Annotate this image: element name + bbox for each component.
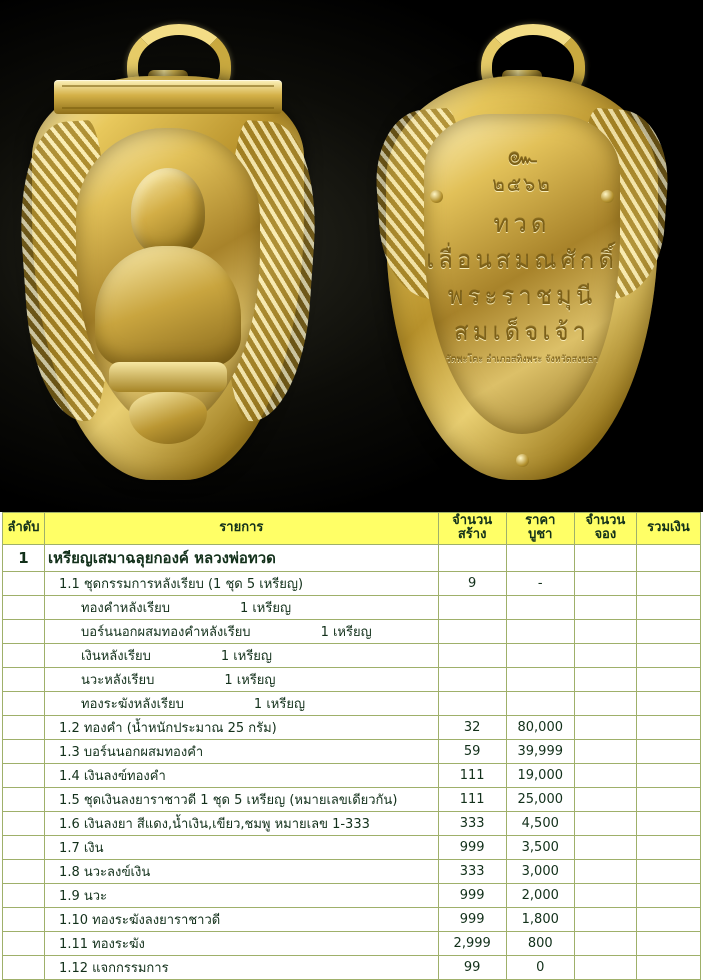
- cell-item: 1.9 นวะ: [45, 883, 439, 907]
- cell-made: 99: [438, 955, 506, 979]
- cell-no: [3, 835, 45, 859]
- cell-price: 80,000: [506, 715, 574, 739]
- cell-item: [45, 619, 439, 643]
- cell-made: [438, 595, 506, 619]
- cell-price: [506, 643, 574, 667]
- header-book-line2: จอง: [594, 527, 617, 543]
- cell-book: [574, 811, 636, 835]
- header-price-line1: ราคา: [525, 513, 556, 528]
- cell-item: 1.10 ทองระฆังลงยาราชาวดี: [45, 907, 439, 931]
- cell-price: -: [506, 571, 574, 595]
- monk-body: [95, 246, 241, 368]
- cell-made: 9: [438, 571, 506, 595]
- cell-made: 59: [438, 739, 506, 763]
- table-row: [3, 811, 701, 835]
- cell-made: 111: [438, 763, 506, 787]
- cell-no: [3, 907, 45, 931]
- cell-item: 1.4 เงินลงฃ์ทองคำ: [45, 763, 439, 787]
- cell-price: 39,999: [506, 739, 574, 763]
- cell-book: [574, 931, 636, 955]
- cell-price: [506, 691, 574, 715]
- cell-book: [574, 859, 636, 883]
- table-row: [3, 691, 701, 715]
- cell-no: [3, 931, 45, 955]
- cell-book: [574, 955, 636, 979]
- back-line-6: วัดพะโคะ อำเภอสทิงพระ จังหวัดสงขลา: [445, 355, 599, 365]
- cell-total: [636, 835, 700, 859]
- cell-book: [574, 619, 636, 643]
- item-qty: 1 เหรียญ: [224, 672, 276, 688]
- cell-no: [3, 667, 45, 691]
- cell-total: [636, 715, 700, 739]
- cell-item: 1.11 ทองระฆัง: [45, 931, 439, 955]
- cell-no: [3, 883, 45, 907]
- table-row: [3, 859, 701, 883]
- price-table-wrapper: [0, 512, 703, 976]
- table-row: [3, 595, 701, 619]
- cell-total: [636, 787, 700, 811]
- cell-item: 1.2 ทองคำ (น้ำหนักประมาณ 25 กรัม): [45, 715, 439, 739]
- cell-no: [3, 859, 45, 883]
- cell-price: 4,500: [506, 811, 574, 835]
- cell-made: 111: [438, 787, 506, 811]
- table-row: [3, 643, 701, 667]
- cell-total: [636, 883, 700, 907]
- cell-book: [574, 883, 636, 907]
- cell-item: เหรียญเสมาฉลุยกองค์ หลวงพ่อทวด: [45, 544, 439, 571]
- cell-total: [636, 859, 700, 883]
- cell-price: [506, 619, 574, 643]
- cell-total: [636, 571, 700, 595]
- cell-made: 333: [438, 811, 506, 835]
- cell-no: [3, 739, 45, 763]
- cell-book: [574, 715, 636, 739]
- cell-item: 1.12 แจกกรรมการ: [45, 955, 439, 979]
- table-row: [3, 955, 701, 979]
- monk-base: [109, 362, 227, 392]
- cell-made: 999: [438, 883, 506, 907]
- cell-price: 2,000: [506, 883, 574, 907]
- price-table-body: [3, 544, 701, 979]
- back-line-4: พระราชมุนี: [447, 282, 597, 310]
- cell-made: 333: [438, 859, 506, 883]
- cell-made: 999: [438, 907, 506, 931]
- cell-book: [574, 691, 636, 715]
- cell-price: [506, 667, 574, 691]
- cell-made: 32: [438, 715, 506, 739]
- table-row: [3, 763, 701, 787]
- cell-no: 1: [3, 544, 45, 571]
- item-qty: 1 เหรียญ: [239, 600, 292, 616]
- cell-book: [574, 667, 636, 691]
- back-symbol: ๛: [506, 142, 538, 172]
- cell-item: 1.6 เงินลงยา สีแดง,น้ำเงิน,เขียว,ชมพู หมายเลข 1-333: [45, 811, 439, 835]
- cell-item: [45, 691, 439, 715]
- cell-book: [574, 763, 636, 787]
- cell-total: [636, 667, 700, 691]
- item-label: ทองระฆังหลังเรียบ: [81, 696, 184, 712]
- cell-book: [574, 595, 636, 619]
- cell-book: [574, 643, 636, 667]
- cell-total: [636, 739, 700, 763]
- cell-total: [636, 955, 700, 979]
- item-qty: 1 เหรียญ: [320, 624, 372, 640]
- header-total: รวมเงิน: [636, 513, 700, 545]
- cell-total: [636, 643, 700, 667]
- cell-total: [636, 931, 700, 955]
- cell-book: [574, 571, 636, 595]
- table-row: [3, 571, 701, 595]
- header-item: รายการ: [45, 513, 439, 545]
- rivet-bottom: [516, 454, 529, 467]
- cell-made: [438, 544, 506, 571]
- back-line-2: ทวด: [493, 210, 551, 238]
- cell-total: [636, 811, 700, 835]
- amulet-back-image: [372, 18, 672, 498]
- table-row: [3, 667, 701, 691]
- back-line-5: สมเด็จเจ้า: [453, 318, 591, 346]
- cell-item: 1.8 นวะลงฃ์เงิน: [45, 859, 439, 883]
- item-qty: 1 เหรียญ: [220, 648, 272, 664]
- cell-no: [3, 691, 45, 715]
- rivet-left: [430, 190, 443, 203]
- table-row: [3, 739, 701, 763]
- table-row: [3, 715, 701, 739]
- cell-made: 2,999: [438, 931, 506, 955]
- cell-no: [3, 955, 45, 979]
- cell-book: [574, 739, 636, 763]
- table-row: [3, 619, 701, 643]
- cell-made: [438, 667, 506, 691]
- cell-price: 0: [506, 955, 574, 979]
- cell-book: [574, 907, 636, 931]
- header-price: [506, 513, 574, 545]
- header-book: [574, 513, 636, 545]
- table-row: [3, 544, 701, 571]
- header-row: [3, 513, 701, 545]
- header-price-line2: บูชา: [528, 527, 553, 543]
- cell-no: [3, 811, 45, 835]
- table-row: [3, 931, 701, 955]
- cell-total: [636, 595, 700, 619]
- cell-price: 800: [506, 931, 574, 955]
- cell-item: 1.3 บอร์นนอกผสมทองคำ: [45, 739, 439, 763]
- cell-total: [636, 763, 700, 787]
- medal-top-bar: [54, 80, 282, 114]
- back-line-1: ๒๕๖๒: [492, 174, 552, 196]
- header-made-line2: สร้าง: [457, 527, 487, 543]
- cell-no: [3, 763, 45, 787]
- cell-no: [3, 571, 45, 595]
- amulet-front-image: [18, 18, 318, 498]
- cell-no: [3, 643, 45, 667]
- cell-made: [438, 643, 506, 667]
- monk-head: [131, 168, 205, 256]
- item-label: เงินหลังเรียบ: [81, 648, 151, 664]
- back-line-3: เลื่อนสมณศักดิ์: [426, 246, 618, 274]
- item-label: ทองคำหลังเรียบ: [81, 600, 170, 616]
- cell-no: [3, 715, 45, 739]
- cell-price: 3,000: [506, 859, 574, 883]
- cell-total: [636, 544, 700, 571]
- cell-no: [3, 619, 45, 643]
- cell-item: 1.7 เงิน: [45, 835, 439, 859]
- cell-item: [45, 595, 439, 619]
- header-made: [438, 513, 506, 545]
- item-label: บอร์นนอกผสมทองคำหลังเรียบ: [81, 624, 251, 640]
- header-book-line1: จำนวน: [585, 513, 626, 528]
- cell-total: [636, 907, 700, 931]
- cell-item: [45, 643, 439, 667]
- cell-price: [506, 544, 574, 571]
- cell-no: [3, 595, 45, 619]
- cell-total: [636, 619, 700, 643]
- table-row: [3, 907, 701, 931]
- cell-price: [506, 595, 574, 619]
- rivet-right: [601, 190, 614, 203]
- cell-price: 1,800: [506, 907, 574, 931]
- cell-price: 19,000: [506, 763, 574, 787]
- item-qty: 1 เหรียญ: [253, 696, 306, 712]
- table-row: [3, 835, 701, 859]
- cell-no: [3, 787, 45, 811]
- cell-made: 999: [438, 835, 506, 859]
- cell-made: [438, 619, 506, 643]
- cell-made: [438, 691, 506, 715]
- header-made-line1: จำนวน: [452, 513, 493, 528]
- cell-book: [574, 544, 636, 571]
- cell-book: [574, 835, 636, 859]
- cell-book: [574, 787, 636, 811]
- cell-item: 1.5 ชุดเงินลงยาราชาวดี 1 ชุด 5 เหรียญ (หมายเลขเดียวกัน): [45, 787, 439, 811]
- header-no: ลำดับ: [3, 513, 45, 545]
- cell-item: 1.1 ชุดกรรมการหลังเรียบ (1 ชุด 5 เหรียญ): [45, 571, 439, 595]
- table-row: [3, 883, 701, 907]
- price-table-head: [3, 513, 701, 545]
- cell-total: [636, 691, 700, 715]
- table-row: [3, 787, 701, 811]
- price-table: [2, 512, 701, 980]
- item-label: นวะหลังเรียบ: [81, 672, 155, 688]
- cell-item: [45, 667, 439, 691]
- cell-price: 25,000: [506, 787, 574, 811]
- cell-price: 3,500: [506, 835, 574, 859]
